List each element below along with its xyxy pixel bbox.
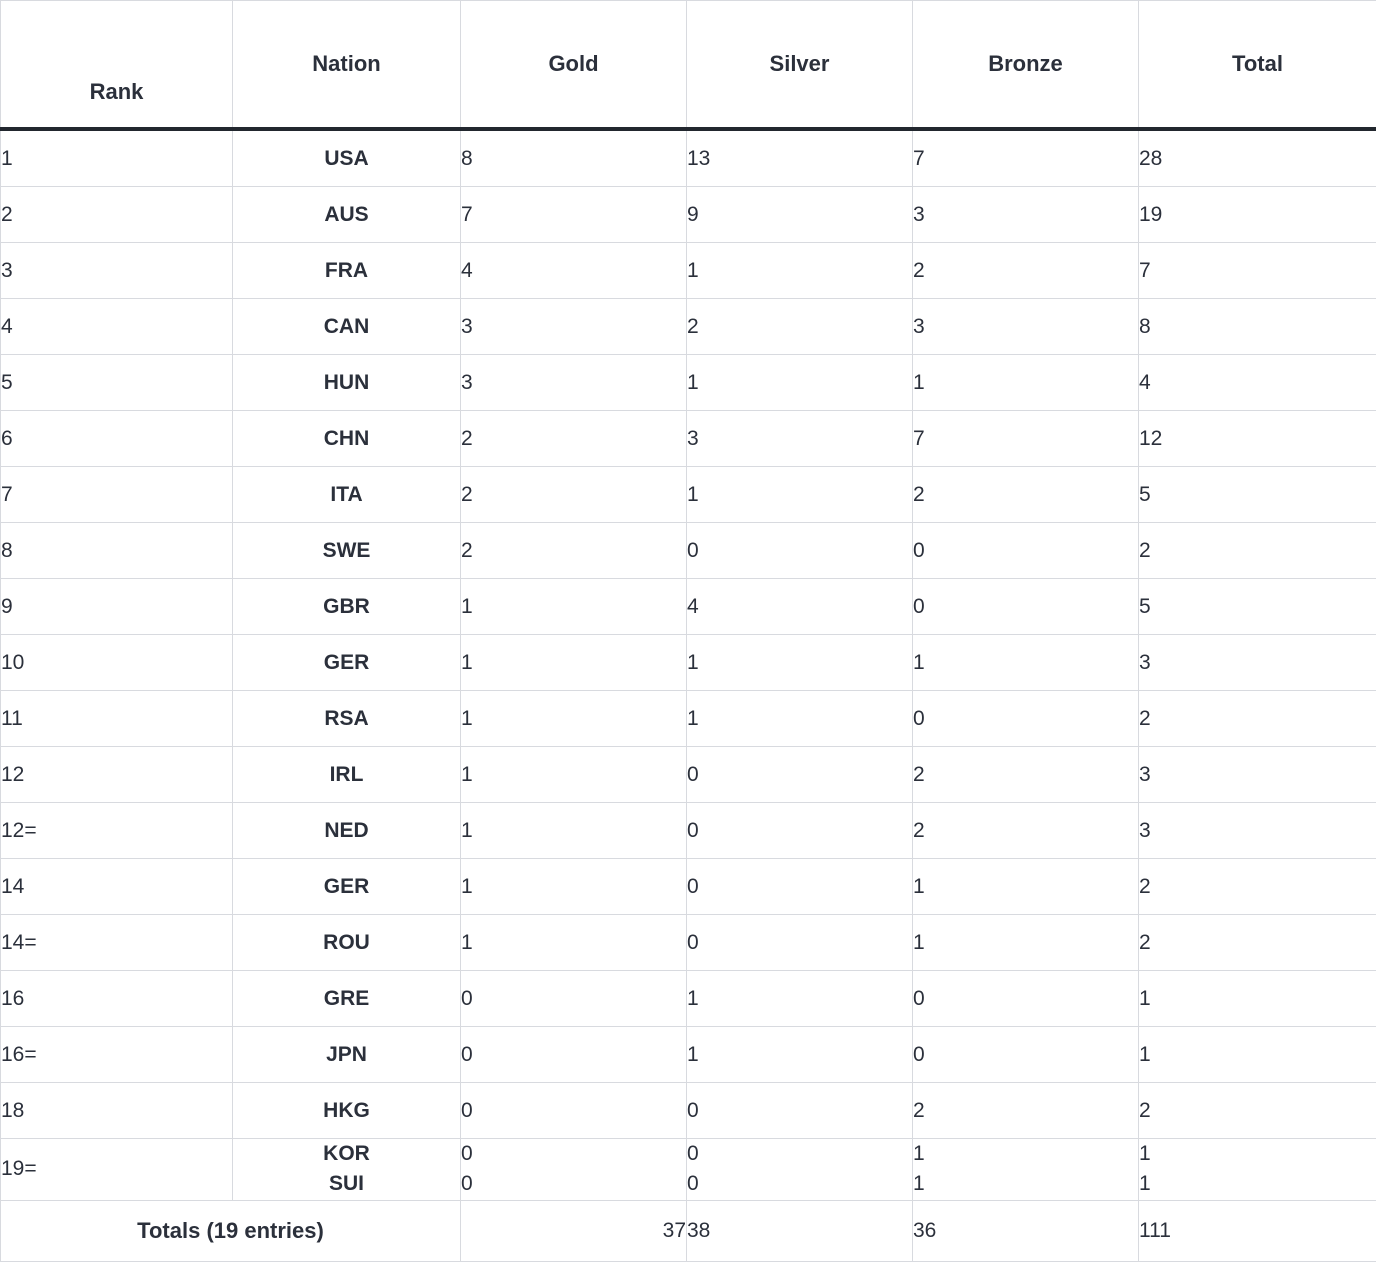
cell-silver: 1 — [687, 243, 913, 299]
cell-gold: 2 — [461, 411, 687, 467]
cell-rank: 14= — [1, 915, 233, 971]
table-row — [1, 243, 1376, 299]
cell-rank: 16= — [1, 1027, 233, 1083]
total-stack — [1139, 1139, 1376, 1200]
cell-nation: GRE — [233, 971, 461, 1027]
cell-gold: 4 — [461, 243, 687, 299]
cell-total: 1 — [1139, 1139, 1376, 1169]
cell-silver: 1 — [687, 691, 913, 747]
cell-rank: 9 — [1, 579, 233, 635]
cell-total: 1 — [1139, 1169, 1376, 1199]
cell-gold: 1 — [461, 747, 687, 803]
cell-silver: 0 — [687, 915, 913, 971]
table-row — [1, 691, 1376, 747]
cell-nation: KOR — [233, 1139, 460, 1169]
cell-silver: 1 — [687, 635, 913, 691]
table-row — [1, 971, 1376, 1027]
cell-bronze: 2 — [913, 803, 1139, 859]
cell-bronze: 0 — [913, 1027, 1139, 1083]
table-row — [1, 355, 1376, 411]
cell-silver: 1 — [687, 467, 913, 523]
cell-silver: 1 — [687, 971, 913, 1027]
cell-nation: GER — [233, 635, 461, 691]
table-row — [1, 747, 1376, 803]
cell-total: 8 — [1139, 299, 1376, 355]
cell-gold: 1 — [461, 915, 687, 971]
cell-total: 12 — [1139, 411, 1376, 467]
cell-gold: 1 — [461, 579, 687, 635]
cell-total: 3 — [1139, 635, 1376, 691]
totals-total: 111 — [1139, 1200, 1376, 1261]
cell-total: 4 — [1139, 355, 1376, 411]
cell-nation: AUS — [233, 187, 461, 243]
nation-stack — [233, 1139, 460, 1200]
silver-stack — [687, 1139, 912, 1200]
cell-total: 5 — [1139, 579, 1376, 635]
cell-nation: ROU — [233, 915, 461, 971]
cell-bronze: 7 — [913, 129, 1139, 187]
cell-silver: 9 — [687, 187, 913, 243]
cell-nation: SUI — [233, 1169, 460, 1199]
cell-nation: CAN — [233, 299, 461, 355]
cell-rank: 12 — [1, 747, 233, 803]
column-header-nation: Nation — [233, 1, 461, 130]
cell-nation: HKG — [233, 1083, 461, 1139]
bronze-stack — [913, 1139, 1138, 1200]
cell-gold: 1 — [461, 635, 687, 691]
cell-gold: 7 — [461, 187, 687, 243]
cell-gold: 0 — [461, 1083, 687, 1139]
cell-bronze: 3 — [913, 187, 1139, 243]
cell-total: 3 — [1139, 803, 1376, 859]
cell-rank: 18 — [1, 1083, 233, 1139]
column-header-total: Total — [1139, 1, 1376, 130]
cell-silver: 0 — [687, 747, 913, 803]
totals-row — [1, 1200, 1376, 1261]
cell-bronze: 7 — [913, 411, 1139, 467]
cell-silver: 4 — [687, 579, 913, 635]
cell-bronze: 2 — [913, 467, 1139, 523]
cell-bronze: 0 — [913, 523, 1139, 579]
cell-nation: GER — [233, 859, 461, 915]
table-row-tied — [1, 1139, 1376, 1201]
cell-total: 2 — [1139, 691, 1376, 747]
cell-gold: 8 — [461, 129, 687, 187]
cell-gold: 2 — [461, 467, 687, 523]
cell-nation: FRA — [233, 243, 461, 299]
cell-nation: CHN — [233, 411, 461, 467]
cell-total: 19 — [1139, 187, 1376, 243]
table-row — [1, 1027, 1376, 1083]
cell-rank: 10 — [1, 635, 233, 691]
column-header-silver: Silver — [687, 1, 913, 130]
table-row — [1, 803, 1376, 859]
cell-rank: 8 — [1, 523, 233, 579]
totals-gold: 37 — [461, 1200, 687, 1261]
cell-nation: ITA — [233, 467, 461, 523]
cell-silver: 0 — [687, 523, 913, 579]
cell-silver: 3 — [687, 411, 913, 467]
cell-total: 1 — [1139, 1027, 1376, 1083]
table-row — [1, 299, 1376, 355]
cell-total: 3 — [1139, 747, 1376, 803]
cell-gold: 1 — [461, 859, 687, 915]
cell-gold: 0 — [461, 1139, 686, 1169]
totals-label: Totals (19 entries) — [1, 1200, 461, 1261]
table-row — [1, 467, 1376, 523]
cell-rank: 7 — [1, 467, 233, 523]
cell-gold-group — [461, 1139, 687, 1201]
cell-bronze: 1 — [913, 1139, 1138, 1169]
cell-rank: 16 — [1, 971, 233, 1027]
cell-gold: 0 — [461, 1169, 686, 1199]
cell-nation: RSA — [233, 691, 461, 747]
table-row — [1, 579, 1376, 635]
cell-bronze: 3 — [913, 299, 1139, 355]
table-row — [1, 187, 1376, 243]
cell-silver: 0 — [687, 1169, 912, 1199]
cell-rank: 6 — [1, 411, 233, 467]
table-header — [1, 1, 1376, 130]
cell-bronze: 1 — [913, 1169, 1138, 1199]
cell-gold: 3 — [461, 355, 687, 411]
table-row — [1, 1083, 1376, 1139]
cell-total: 2 — [1139, 1083, 1376, 1139]
cell-rank: 12= — [1, 803, 233, 859]
column-header-gold: Gold — [461, 1, 687, 130]
column-header-rank: Rank — [1, 1, 233, 130]
cell-gold: 1 — [461, 803, 687, 859]
cell-gold: 0 — [461, 971, 687, 1027]
cell-gold: 1 — [461, 691, 687, 747]
table-row — [1, 635, 1376, 691]
cell-silver: 1 — [687, 355, 913, 411]
cell-nation: IRL — [233, 747, 461, 803]
totals-bronze: 36 — [913, 1200, 1139, 1261]
cell-bronze: 1 — [913, 355, 1139, 411]
cell-bronze: 1 — [913, 915, 1139, 971]
cell-rank: 1 — [1, 129, 233, 187]
cell-total: 28 — [1139, 129, 1376, 187]
cell-total: 2 — [1139, 523, 1376, 579]
cell-gold: 2 — [461, 523, 687, 579]
cell-bronze: 2 — [913, 243, 1139, 299]
cell-silver: 1 — [687, 1027, 913, 1083]
table-row — [1, 129, 1376, 187]
table-row — [1, 915, 1376, 971]
cell-rank: 11 — [1, 691, 233, 747]
cell-nation: HUN — [233, 355, 461, 411]
cell-total: 2 — [1139, 859, 1376, 915]
cell-silver: 0 — [687, 1083, 913, 1139]
totals-silver: 38 — [687, 1200, 913, 1261]
cell-bronze: 0 — [913, 691, 1139, 747]
table-row — [1, 859, 1376, 915]
cell-rank: 2 — [1, 187, 233, 243]
cell-gold: 3 — [461, 299, 687, 355]
cell-silver: 0 — [687, 803, 913, 859]
cell-bronze: 2 — [913, 1083, 1139, 1139]
table-body — [1, 129, 1376, 1200]
cell-rank: 14 — [1, 859, 233, 915]
cell-bronze-group — [913, 1139, 1139, 1201]
cell-silver: 13 — [687, 129, 913, 187]
cell-bronze: 1 — [913, 635, 1139, 691]
table-row — [1, 411, 1376, 467]
cell-total: 5 — [1139, 467, 1376, 523]
column-header-bronze: Bronze — [913, 1, 1139, 130]
cell-silver: 0 — [687, 859, 913, 915]
cell-total: 7 — [1139, 243, 1376, 299]
cell-nation: JPN — [233, 1027, 461, 1083]
cell-nation: NED — [233, 803, 461, 859]
header-row — [1, 1, 1376, 130]
cell-total-group — [1139, 1139, 1376, 1201]
cell-silver: 0 — [687, 1139, 912, 1169]
cell-silver: 2 — [687, 299, 913, 355]
cell-nation-group — [233, 1139, 461, 1201]
cell-rank: 4 — [1, 299, 233, 355]
cell-rank: 19= — [1, 1139, 233, 1201]
cell-total: 2 — [1139, 915, 1376, 971]
cell-bronze: 0 — [913, 579, 1139, 635]
table-row — [1, 523, 1376, 579]
cell-bronze: 1 — [913, 859, 1139, 915]
cell-nation: USA — [233, 129, 461, 187]
cell-nation: SWE — [233, 523, 461, 579]
cell-bronze: 2 — [913, 747, 1139, 803]
cell-bronze: 0 — [913, 971, 1139, 1027]
cell-rank: 3 — [1, 243, 233, 299]
cell-gold: 0 — [461, 1027, 687, 1083]
cell-total: 1 — [1139, 971, 1376, 1027]
cell-rank: 5 — [1, 355, 233, 411]
gold-stack — [461, 1139, 686, 1200]
cell-silver-group — [687, 1139, 913, 1201]
cell-nation: GBR — [233, 579, 461, 635]
table-footer — [1, 1200, 1376, 1261]
